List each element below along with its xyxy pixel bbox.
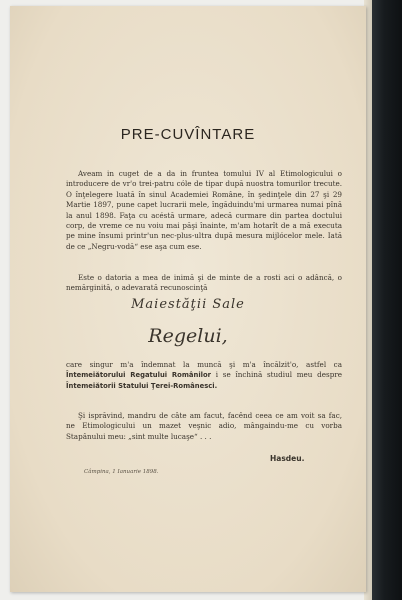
paragraph-3-start: care singur m'a îndemnat la muncă şi m'a încălzit'o, astfel ca xyxy=(66,360,342,369)
paragraph-3 xyxy=(66,360,342,391)
book-page xyxy=(10,6,366,592)
paragraph-3-mid: i se închină studiul meu despre xyxy=(215,370,342,380)
paragraph-2: Este o datoria a mea de inimă şi de minte de a rosti aci o adâncă, o nemărginită, o adevarată recunoscinţă xyxy=(66,273,342,293)
dedication-line-1: Maiestăţii Sale xyxy=(131,297,245,312)
page-title: PRE-CUVÎNTARE xyxy=(120,126,256,143)
paragraph-1: Aveam in cuget de a da in fruntea tomului IV al Etimologicului o introducere de vr'o trei-patru cóle de tipar după nuostra tomurilor trecute. O înţelegere luată în sinul Academiei Române, în şedinţele din 27 şi 29 Martie 1897, pune capet lucrarii mele, îngăduindu'mi urmarea numai pînă la anul 1898. Faţa cu acéstă urmare, adecă curmare din partea doctului corp, de vreme ce nu voiu mai păşi înainte, m'am hotarît de a mă executa pe mine însumi printr'un nec-plus-ultra după mesura mijlócelor mele. Iată de ce „Negru-vodă“ ese aşa cum ese. xyxy=(66,169,342,251)
book-cover-binding xyxy=(372,0,402,600)
paragraph-3-bold-2: Întemeiătorii Statului Ţerei-Românesci. xyxy=(66,381,218,390)
author-signature: Hasdeu. xyxy=(270,454,305,463)
paragraph-4: Şi isprăvind, mandru de câte am facut, facênd ceea ce am voit sa fac, ne Etimologicului un mazet veşnic adio, mângaindu-me cu vorba Stapânului meu: „sint multe lucaşe“ . . . xyxy=(66,411,342,441)
paragraph-3-bold-1: Întemeiătorului Regatului Românilor xyxy=(66,371,212,380)
dedication-line-2: Regelui, xyxy=(148,325,228,347)
place-date: Câmpina, 1 Ianuarie 1898. xyxy=(84,469,159,475)
